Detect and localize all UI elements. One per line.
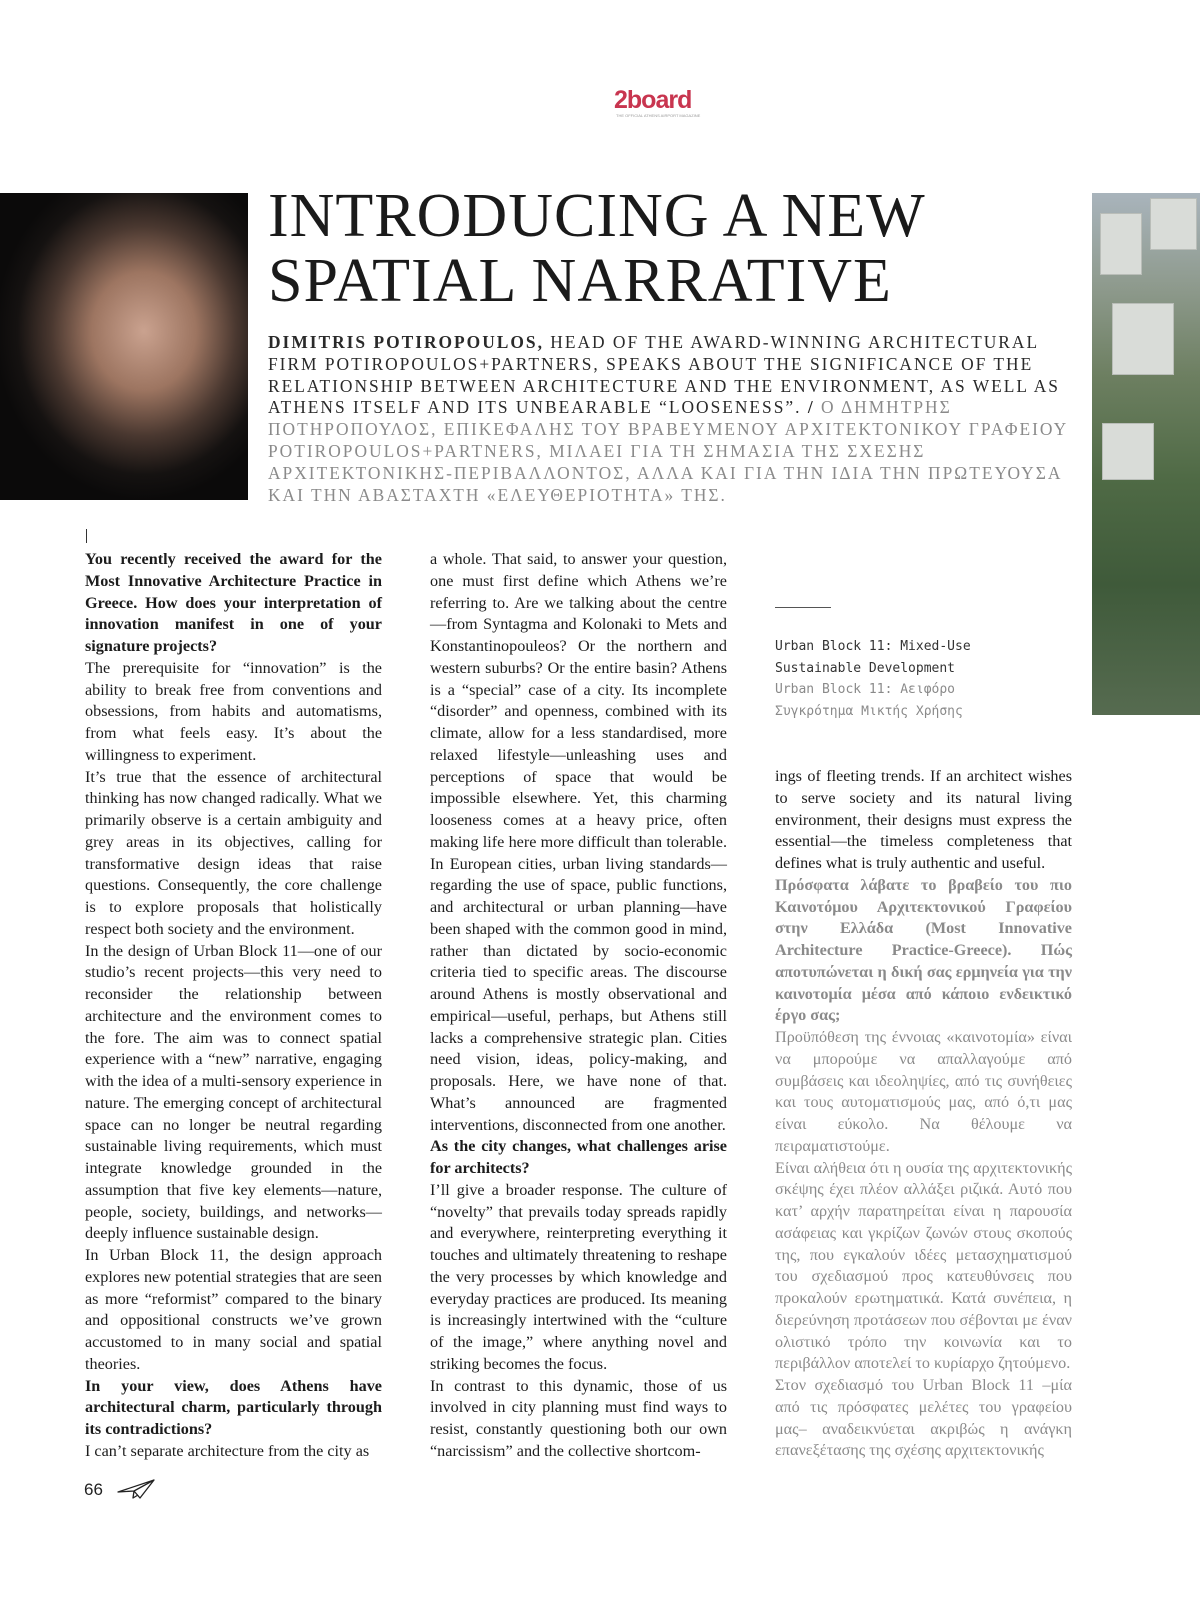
logo-tagline: THE OFFICIAL ATHENS AIRPORT MAGAZINE — [616, 113, 701, 118]
paragraph: I can’t separate architecture from the city as — [85, 1441, 370, 1460]
article-deck — [268, 332, 1068, 506]
photo-caption — [775, 636, 1075, 722]
caption-english-1: Urban Block 11: Mixed-Use — [775, 639, 971, 654]
question: In your view, does Athens have architectural charm, particularly through its contradictions? — [85, 1376, 382, 1438]
paragraph: I’ll give a broader response. The culture of “novelty” that prevails today spreads rapidly and everywhere, reinterpreting everything it touches and ultimately threatening to reshape the very processes by which knowledge and everyday practices are produced. Its meaning is increasingly intertwined with the “culture of the image,” where anything novel and striking becomes the focus. — [430, 1180, 727, 1373]
paper-plane-icon — [116, 1478, 156, 1500]
paragraph: In the design of Urban Block 11—one of our studio’s recent projects—this very need to reconsider the relationship between architecture and the environment comes to the fore. The aim was to connect spatial experience with a “new” narrative, engaging with the idea of a multi-sensory experience in nature. The emerging concept of architectural space can no longer be neutral regarding sustainable living requirements, which must integrate knowledge grounded in the assumption that five key elements—nature, people, society, buildings, and networks—deeply influence sustainable design. — [85, 941, 382, 1243]
deck-greek: Ο ΔΗΜΗΤΡΗΣ ΠΟΤΗΡΟΠΟΥΛΟΣ, ΕΠΙΚΕΦΑΛΗΣ ΤΟΥ ΒΡΑΒΕΥΜΕΝΟΥ ΑΡΧΙΤΕΚΤΟΝΙΚΟΥ ΓΡΑΦΕΙΟΥ POTIROPOULOS+PARTNERS, ΜΙΛΑΕΙ ΓΙΑ ΤΗ ΣΗΜΑΣΙΑ ΤΗΣ ΣΧΕΣΗΣ ΑΡΧΙΤΕΚΤΟΝΙΚΗΣ-ΠΕΡΙΒΑΛΛΟΝΤΟΣ, ΑΛΛΑ ΚΑΙ ΓΙΑ ΤΗΝ ΙΔΙΑ ΤΗΝ ΠΡΩΤΕΥΟΥΣΑ ΚΑΙ ΤΗΝ ΑΒΑΣΤΑΧΤΗ «ΕΛΕΥΘΕΡΙΟΤΗΤΑ» ΤΗΣ. — [268, 397, 1068, 505]
paragraph: In Urban Block 11, the design approach explores new potential strategies that are seen as more “reformist” compared to the binary and oppositional constructs we’ve grown accustomed to in many social and spatial theories. — [85, 1246, 382, 1373]
caption-english-2: Sustainable Development — [775, 660, 956, 676]
caption-greek-2: Συγκρότημα Μικτής Χρήσης — [775, 703, 963, 719]
paragraph: In contrast to this dynamic, those of us involved in city planning must find ways to resist, constantly questioning both our own “narcissism” and the collective shortcom- — [430, 1376, 727, 1460]
deck-separator: / — [801, 397, 821, 418]
paragraph-greek: Είναι αλήθεια ότι η ουσία της αρχιτεκτονικής σκέψης έχει πλέον αλλάξει ριζικά. Αυτό που κατ’ αρχήν παρατηρείται είναι η παρουσία ασάφειας και γκρίζων ζωνών στους σκοπούς της, που εγκαλούν ιδέες μετασχηματισμού του σχεδιασμού προς κατευθύνσεις που προκαλούν ερωτηματικά. Κατά συνέπεια, η διερεύνηση προτάσεων που σέβονται με έναν ολιστικό τρόπο την κοινωνία και το περιβάλλον αποτελεί το κυρίαρχο ζητούμενο. — [775, 1158, 1072, 1373]
headline-line-1: INTRODUCING A NEW — [268, 182, 926, 250]
logo-text: 2board — [614, 86, 692, 114]
column-2 — [430, 549, 727, 1463]
paragraph: It’s true that the essence of architectural thinking has now changed radically. What we primarily observe is a certain ambiguity and grey areas in its objectives, calling for transformative design ideas that raise questions. Consequently, the core challenge is to explore proposals that holistically respect both society and the environment. — [85, 767, 382, 938]
column-1 — [85, 549, 382, 1463]
paragraph-greek: Προϋπόθεση της έννοιας «καινοτομία» είναι να μπορούμε να απαλλαγούμε από συμβάσεις και ιδεοληψίες, από τις συνήθειες και τους αυτοματισμούς μας, από ό,τι μας είναι εύκολο. Να θέλουμε να πειραματιστούμε. — [775, 1028, 1072, 1155]
column-marker — [86, 529, 87, 543]
paragraph-greek: Στον σχεδιασμό του Urban Block 11 –μία από τις πρόσφατες μελέτες του γραφείου μας– αναδεικνύεται ακριβώς η ανάγκη επανεξέτασης της σχέσης αρχιτεκτονικής — [775, 1376, 1072, 1460]
magazine-logo — [614, 86, 714, 120]
paragraph: The prerequisite for “innovation” is the ability to break free from conventions and obsessions, from habits and automatisms, from what feels easy. It’s about the willingness to experiment. — [85, 658, 382, 764]
caption-rule — [775, 607, 831, 608]
question: As the city changes, what challenges arise for architects? — [430, 1137, 727, 1177]
article-headline — [268, 184, 1068, 314]
column-3 — [775, 766, 1072, 1462]
paragraph: a whole. That said, to answer your question, one must first define which Athens we’re referring to. Are we talking about the centre—from Syntagma and Kolonaki to Mets and Konstantinopouleos? Or the northern and western suburbs? Or the entire basin? Athens is a “special” case of a city. Its incomplete “disorder” and openness, combined with its climate, allow for a less standardised, more relaxed lifestyle—unleashing uses and perceptions of space that would be impossible elsewhere. Yet, this charming looseness comes at a heavy price, often making life here more difficult than tolerable. In European cities, urban living standards—regarding the use of space, public functions, and architectural or urban planning—have been shaped with the common good in mind, rather than dictated by socio-economic criteria tied to specific areas. The discourse around Athens is mostly observational and empirical—useful, perhaps, but Athens still lacks a comprehensive strategic plan. Cities need vision, ideas, policy-making, and proposals. Here, we have none of that. What’s announced are fragmented interventions, disconnected from one another. — [430, 550, 727, 1134]
portrait-photo — [0, 193, 248, 500]
paragraph: ings of fleeting trends. If an architect wishes to serve society and its natural living environment, their designs must express the essential—the timeless completeness that defines what is truly authentic and useful. — [775, 767, 1072, 872]
deck-english: HEAD OF THE AWARD-WINNING ARCHITECTURAL FIRM POTIROPOULOS+PARTNERS, SPEAKS ABOUT THE SIGNIFICANCE OF THE RELATIONSHIP BETWEEN ARCHITECTURE AND THE ENVIRONMENT, AS WELL AS ATHENS ITSELF AND ITS UNBEARABLE “LOOSENESS”. — [268, 332, 1060, 418]
headline-line-2: SPATIAL NARRATIVE — [268, 247, 892, 315]
urban-block-photo — [1092, 193, 1200, 715]
question: You recently received the award for the Most Innovative Architecture Practice in Greece. How does your interpretation of innovation manifest in one of your signature projects? — [85, 550, 382, 655]
caption-greek-1: Urban Block 11: Αειφόρο — [775, 682, 956, 697]
deck-name: DIMITRIS POTIROPOULOS, — [268, 332, 544, 352]
page-number: 66 — [84, 1480, 103, 1499]
question-greek: Πρόσφατα λάβατε το βραβείο του πιο Καινοτόμου Αρχιτεκτονικού Γραφείου στην Ελλάδα (Most Innovative Architecture Practice-Greece). Πώς αποτυπώνεται η δική σας ερμηνεία για την καινοτομία μέσα από κάποιο ενδεικτικό έργο σας; — [775, 875, 1072, 1025]
